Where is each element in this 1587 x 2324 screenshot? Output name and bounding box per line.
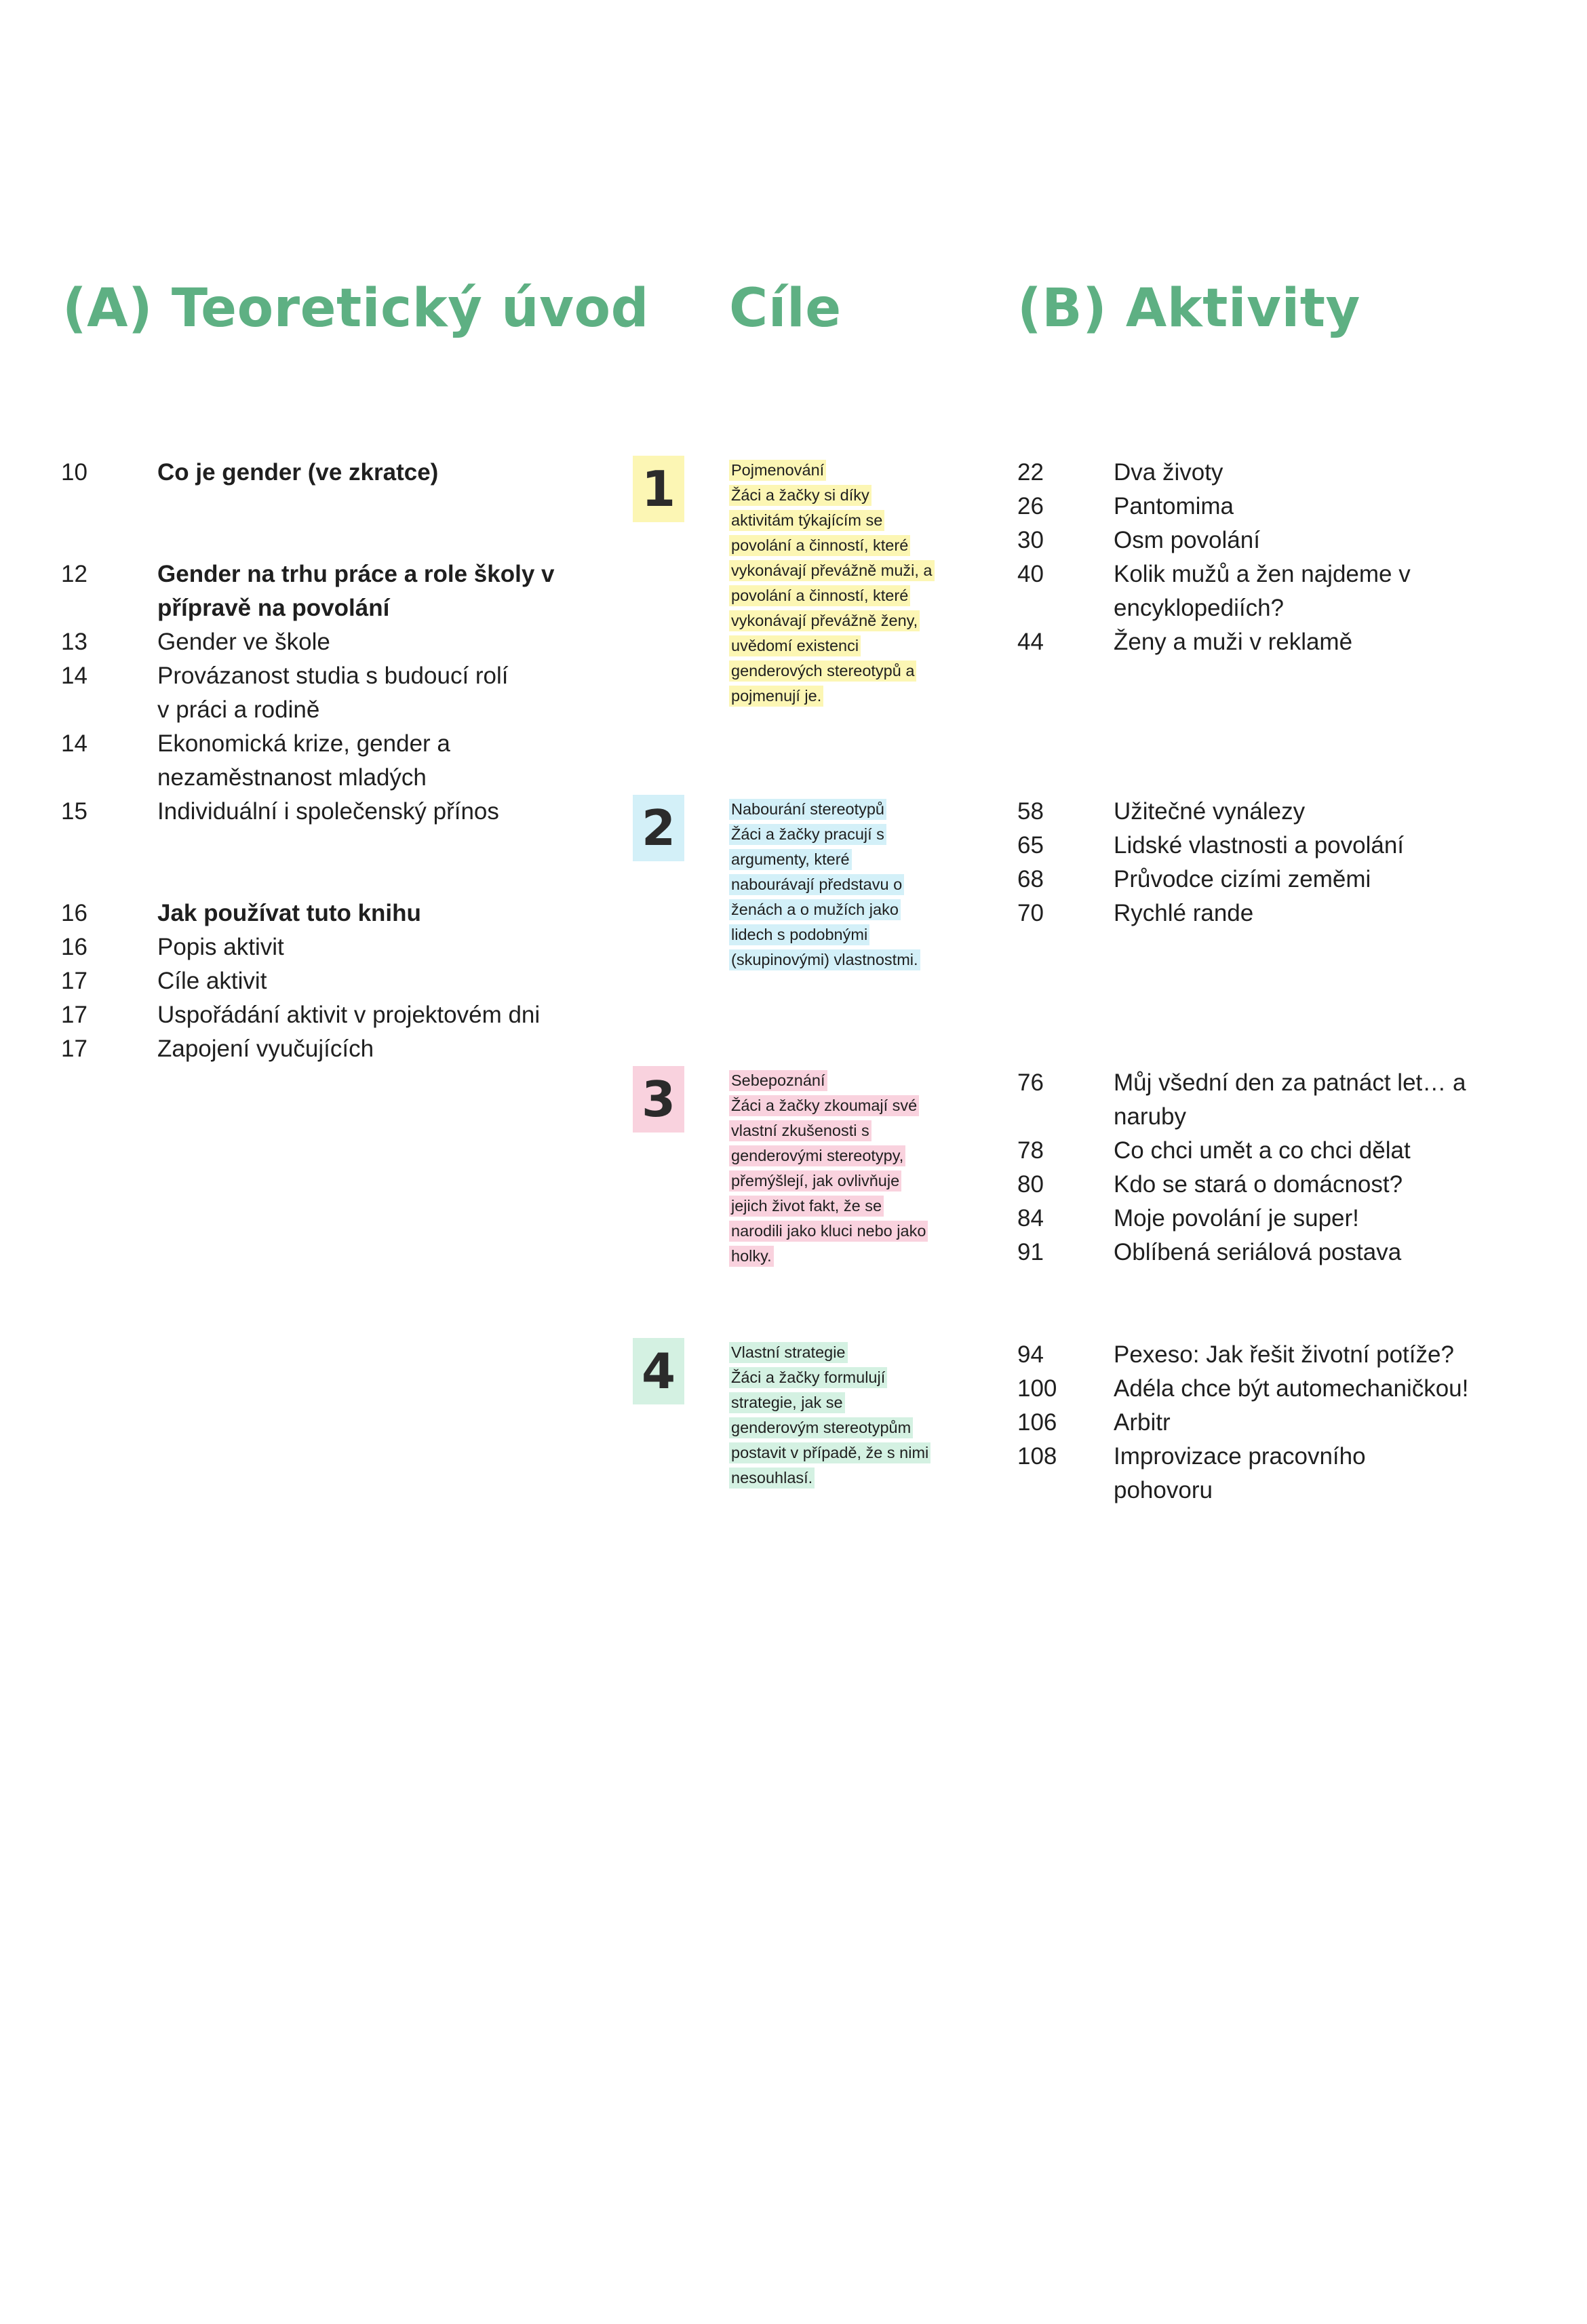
entry-title: Popis aktivit (157, 934, 284, 960)
entry-title: Ženy a muži v reklamě (1114, 629, 1353, 655)
page-number: 84 (1017, 1205, 1044, 1232)
activity-entry[interactable] (1017, 897, 1533, 930)
page-number: 58 (1017, 798, 1044, 825)
goal-title: Vlastní strategie (729, 1342, 848, 1363)
goal-body: Žáci a žačky formulují strategie, jak se genderovým stereotypům postavit v případě, že s nimi nesouhlasí. (729, 1367, 930, 1489)
activity-entry[interactable] (1017, 1066, 1533, 1134)
activity-entry[interactable] (1017, 795, 1533, 829)
activity-entry[interactable] (1017, 1134, 1533, 1168)
page-number: 100 (1017, 1375, 1057, 1402)
page-number: 80 (1017, 1171, 1044, 1198)
page-number: 14 (61, 663, 87, 689)
entry-title: Arbitr (1114, 1409, 1171, 1436)
goal-description (729, 1068, 933, 1269)
activity-entry[interactable] (1017, 557, 1533, 625)
page-number: 10 (61, 459, 87, 486)
toc-entry[interactable] (61, 964, 576, 998)
heading-theoretical-intro: (A) Teoretický úvod (62, 278, 649, 339)
goal-body: Žáci a žačky si díky aktivitám týkajícím se povolání a činností, které vykonávají převážně muži, a povolání a činností, které vykonávají převážně ženy, uvědomí existenci genderových stereotypů a pojmenují je. (729, 485, 935, 707)
toc-entry[interactable] (61, 930, 576, 964)
page-number: 16 (61, 934, 87, 960)
entry-title: Můj všední den za patnáct let… a naruby (1114, 1069, 1466, 1130)
goal-title: Nabourání stereotypů (729, 799, 886, 820)
toc-entry[interactable] (61, 557, 576, 625)
entry-title: Ekonomická krize, gender a nezaměstnanost mladých (157, 730, 450, 791)
activity-entry[interactable] (1017, 1168, 1533, 1202)
page-number: 16 (61, 900, 87, 926)
theory-toc (61, 456, 576, 1066)
page-number: 17 (61, 1002, 87, 1028)
page-number: 44 (1017, 629, 1044, 655)
goal-description (729, 1340, 933, 1491)
entry-title: Dva životy (1114, 459, 1223, 486)
toc-entry[interactable] (61, 795, 576, 829)
entry-title: Moje povolání je super! (1114, 1205, 1359, 1232)
entry-title: Individuální i společenský přínos (157, 798, 499, 825)
activities-group-1 (1017, 456, 1533, 659)
activity-entry[interactable] (1017, 456, 1533, 490)
page-number: 26 (1017, 493, 1044, 519)
page-number: 94 (1017, 1341, 1044, 1368)
page-number: 68 (1017, 866, 1044, 892)
page-number: 22 (1017, 459, 1044, 486)
page-number: 76 (1017, 1069, 1044, 1096)
entry-title: Kolik mužů a žen najdeme v encyklopediích? (1114, 561, 1411, 621)
activity-entry[interactable] (1017, 1236, 1533, 1269)
toc-entry[interactable] (61, 1032, 576, 1066)
activities-group-3 (1017, 1066, 1533, 1269)
goal-number-badge: 1 (633, 456, 684, 522)
goal-title: Pojmenování (729, 460, 826, 481)
page-number: 106 (1017, 1409, 1057, 1436)
toc-entry[interactable] (61, 897, 576, 930)
activity-entry[interactable] (1017, 863, 1533, 897)
page-number: 15 (61, 798, 87, 825)
entry-title: Improvizace pracovního pohovoru (1114, 1443, 1366, 1503)
entry-title: Gender na trhu práce a role školy v přípravě na povolání (157, 561, 555, 621)
page-number: 17 (61, 1036, 87, 1062)
entry-title: Cíle aktivit (157, 968, 267, 994)
entry-title: Užitečné vynálezy (1114, 798, 1306, 825)
activity-entry[interactable] (1017, 1440, 1533, 1508)
page-number: 91 (1017, 1239, 1044, 1265)
activity-entry[interactable] (1017, 524, 1533, 557)
entry-title: Co je gender (ve zkratce) (157, 459, 439, 486)
activity-entry[interactable] (1017, 1372, 1533, 1406)
page-number: 40 (1017, 561, 1044, 587)
goal-body: Žáci a žačky zkoumají své vlastní zkušenosti s genderovými stereotypy, přemýšlejí, jak ovlivňuje jejich život fakt, že se narodili jako kluci nebo jako holky. (729, 1095, 928, 1267)
entry-title: Pexeso: Jak řešit životní potíže? (1114, 1341, 1454, 1368)
page-number: 78 (1017, 1137, 1044, 1164)
page-number: 12 (61, 561, 87, 587)
activities-group-4 (1017, 1338, 1533, 1508)
page-number: 65 (1017, 832, 1044, 859)
goal-number-badge: 3 (633, 1066, 684, 1133)
page-number: 17 (61, 968, 87, 994)
goal-description (729, 458, 933, 709)
toc-entry[interactable] (61, 998, 576, 1032)
toc-entry[interactable] (61, 625, 576, 659)
goal-description (729, 797, 933, 972)
entry-title: Lidské vlastnosti a povolání (1114, 832, 1405, 859)
page-number: 13 (61, 629, 87, 655)
page-number: 108 (1017, 1443, 1057, 1470)
activity-entry[interactable] (1017, 1202, 1533, 1236)
heading-activities: (B) Aktivity (1017, 278, 1360, 339)
activity-entry[interactable] (1017, 1338, 1533, 1372)
entry-title: Kdo se stará o domácnost? (1114, 1171, 1403, 1198)
entry-title: Co chci umět a co chci dělat (1114, 1137, 1411, 1164)
entry-title: Oblíbená seriálová postava (1114, 1239, 1402, 1265)
entry-title: Uspořádání aktivit v projektovém dni (157, 1002, 541, 1028)
toc-entry[interactable] (61, 659, 576, 727)
activity-entry[interactable] (1017, 625, 1533, 659)
entry-title: Rychlé rande (1114, 900, 1254, 926)
page-number: 70 (1017, 900, 1044, 926)
entry-title: Pantomima (1114, 493, 1234, 519)
goal-body: Žáci a žačky pracují s argumenty, které nabourávají představu o ženách a o mužích jako lidech s podobnými (skupinovými) vlastnostmi. (729, 824, 920, 970)
activity-entry[interactable] (1017, 490, 1533, 524)
goal-title: Sebepoznání (729, 1070, 827, 1091)
page-number: 14 (61, 730, 87, 757)
entry-title: Průvodce cizími zeměmi (1114, 866, 1371, 892)
activity-entry[interactable] (1017, 1406, 1533, 1440)
goal-number-badge: 4 (633, 1338, 684, 1404)
entry-title: Osm povolání (1114, 527, 1260, 553)
page-number: 30 (1017, 527, 1044, 553)
toc-entry[interactable] (61, 727, 576, 795)
entry-title: Jak používat tuto knihu (157, 900, 421, 926)
entry-title: Gender ve škole (157, 629, 330, 655)
goal-number-badge: 2 (633, 795, 684, 861)
entry-title: Provázanost studia s budoucí rolí v práci a rodině (157, 663, 509, 723)
toc-entry[interactable] (61, 456, 576, 490)
activity-entry[interactable] (1017, 829, 1533, 863)
entry-title: Adéla chce být automechaničkou! (1114, 1375, 1469, 1402)
entry-title: Zapojení vyučujících (157, 1036, 374, 1062)
heading-goals: Cíle (729, 278, 842, 339)
activities-group-2 (1017, 795, 1533, 930)
